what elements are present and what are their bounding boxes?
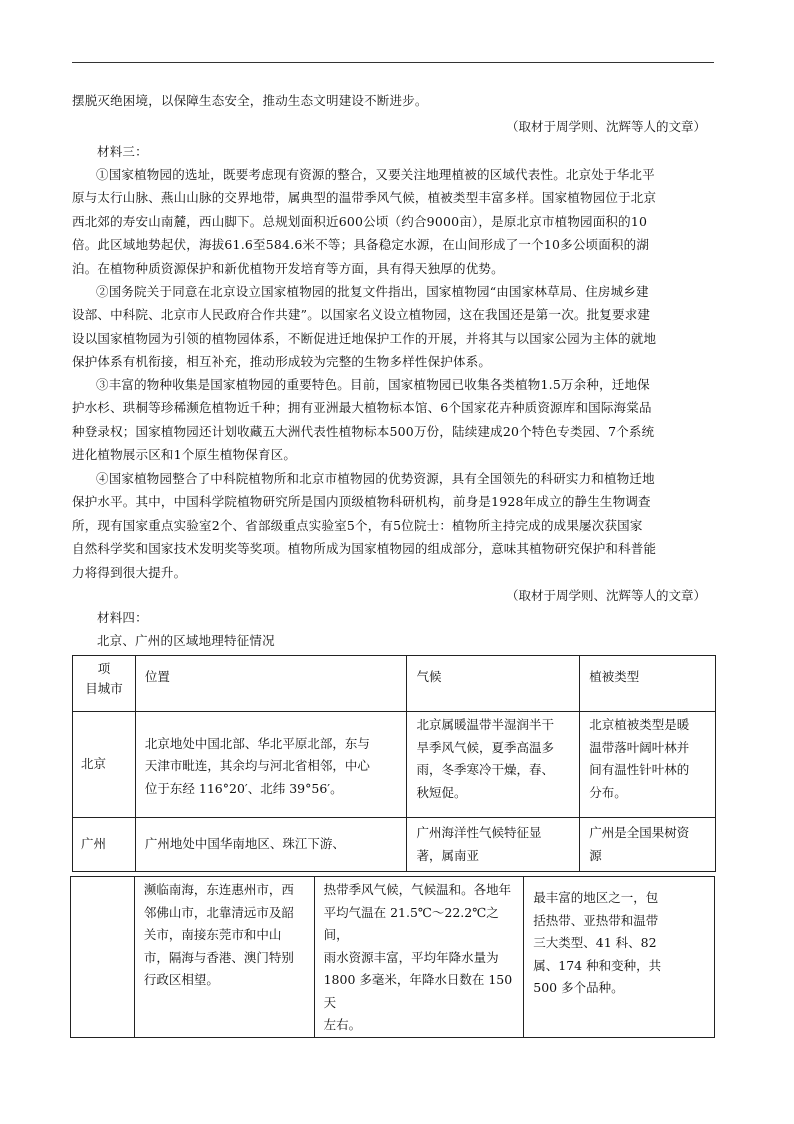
location-cell: 濒临南海，东连惠州市，西 邻佛山市，北靠清远市及韶 关市，南接东莞市和中山 市，隔海与香港、澳门特别 行政区相望。 (134, 877, 314, 1038)
material3-paragraph-1: ①国家植物园的选址，既要考虑现有资源的整合，又要关注地理植被的区域代表性。北京处于华北平 原与太行山脉、燕山山脉的交界地带，属典型的温带季风气候，植被类型丰富多样。国家植物园位于北京 西北郊的寿安山南麓，西山脚下。总规划面积近600公顷（约合9000亩），是原北京市植物园面积的10 倍。此区域地势起伏，海拔61.6至584.6米不等；具备稳定水源，在山间形成了一个10多公顷面积的湖 泊。在植物种质资源保护和新优植物开发培育等方面，具有得天独厚的优势。 (72, 167, 657, 276)
vegetation-cell: 广州是全国果树资 源 (580, 818, 716, 872)
material3-paragraph-3: ③丰富的物种收集是国家植物园的重要特色。目前，国家植物园已收集各类植物1.5万余种，迁地保 护水杉、珙桐等珍稀濒危植物近千种；拥有亚洲最大植物标本馆、6个国家花卉种质资源库和国际海棠品 种登录权；国家植物园还计划收藏五大洲代表性植物标本500万份，陆续建成20个特色专类园、7个系统 进化植物展示区和1个原生植物保育区。 (72, 377, 655, 463)
table-row-guangzhou (73, 818, 716, 872)
location-cell: 广州地处中国华南地区、珠江下游、 (135, 818, 407, 872)
table-title: 北京、广州的区域地理特征情况 (97, 633, 275, 648)
source-note-1: （取材于周学则、沈辉等人的文章） (505, 119, 706, 134)
location-cell: 北京地处中国北部、华北平原北部，东与 天津市毗连，其余均与河北省相邻，中心 位于东经 116°20′、北纬 39°56′。 (135, 712, 407, 818)
city-cell: 北京 (73, 712, 136, 818)
city-cell-empty (71, 877, 135, 1038)
source-note-2: （取材于周学则、沈辉等人的文章） (505, 588, 706, 603)
material3-paragraph-4: ④国家植物园整合了中科院植物所和北京市植物园的优势资源，具有全国领先的科研实力和植物迁地 保护水平。其中，中国科学院植物研究所是国内顶级植物科研机构，前身是1928年成立的静生生物调查 所，现有国家重点实验室2个、省部级重点实验室5个，有5位院士：植物所主持完成的成果屡次获国家 自然科学奖和国家技术发明奖等奖项。植物所成为国家植物园的组成部分，意味其植物研究保护和科普能 力将得到很大提升。 (72, 471, 657, 580)
material4-heading: 材料四： (97, 610, 148, 625)
climate-cell: 热带季风气候，气候温和。各地年 平均气温在 21.5℃～22.2℃之间， 雨水资源丰富，平均年降水量为 1800 多毫米，年降水日数在 150 天 左右。 (314, 877, 524, 1038)
table-row-beijing (73, 712, 716, 818)
climate-cell: 广州海洋性气候特征显 著，属南亚 (407, 818, 580, 872)
material3-paragraph-2: ②国务院关于同意在北京设立国家植物园的批复文件指出，国家植物园“由国家林草局、住房城乡建 设部、中科院、北京市人民政府合作共建”。以国家名义设立植物园，这在我国还是第一次。批复要求建 设以国家植物园为引领的植物园体系，不断促进迁地保护工作的开展，并将其与以国家公园为主体的就地 保护体系有机衔接，相互补充，推动形成较为完整的生物多样性保护体系。 (72, 284, 657, 370)
corner-label-top: 项 (97, 661, 111, 676)
vegetation-cell: 最丰富的地区之一，包 括热带、亚热带和温带 三大类型、41 科、82 属、174 种和变种，共 500 多个品种。 (524, 877, 715, 1038)
vegetation-cell: 北京植被类型是暖 温带落叶阔叶林并 间有温性针叶林的 分布。 (580, 712, 716, 818)
climate-cell: 北京属暖温带半湿润半干 旱季风气候，夏季高温多 雨，冬季寒冷干燥，春、 秋短促。 (407, 712, 580, 818)
city-cell: 广州 (73, 818, 136, 872)
header-rule (72, 62, 714, 63)
table-header-row (73, 656, 716, 712)
material3-heading: 材料三： (97, 144, 148, 159)
region-table-part1 (72, 655, 716, 872)
region-table-part2 (70, 876, 715, 1038)
header-vegetation: 植被类型 (580, 656, 716, 712)
header-corner-cell (73, 656, 136, 712)
header-climate: 气候 (407, 656, 580, 712)
header-location: 位置 (135, 656, 407, 712)
intro-line: 摆脱灭绝困境，以保障生态安全，推动生态文明建设不断进步。 (72, 93, 428, 108)
corner-label-bottom: 目城市 (85, 681, 123, 696)
table-row-guangzhou-continued (71, 877, 715, 1038)
